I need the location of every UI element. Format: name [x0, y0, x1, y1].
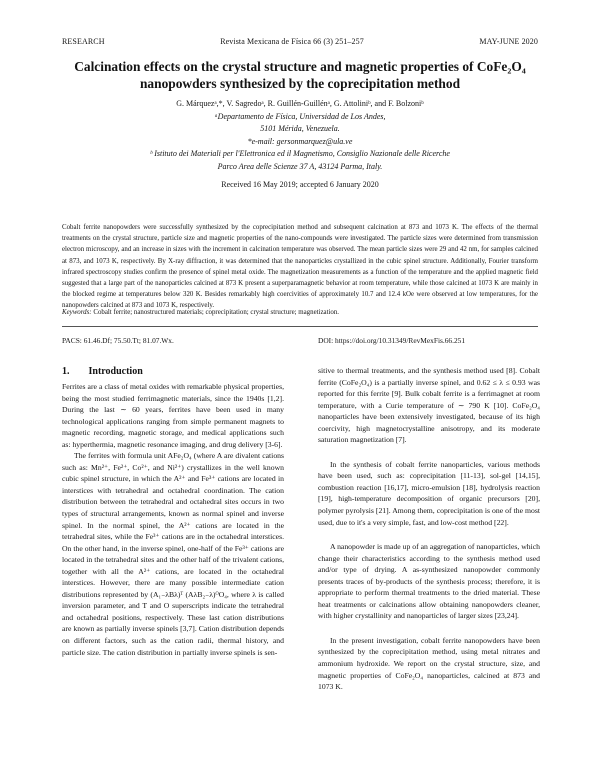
doi-link[interactable]: DOI: https://doi.org/10.31349/RevMexFis.66.251 — [318, 336, 466, 345]
intro-paragraph-3: sitive to thermal treatments, and the synthesis method used [8]. Cobalt ferrite (CoFe₂O₄) is a partially inverse spinel, and 0.62 ≤ λ ≤ 0.93 was reported for this ferrite [9]. Bulk cobalt ferrite is a ferrimagnet at room temperature, with a Curie temperature of ∼ 790 K [10]. CoFe₂O₄ nanoparticles have been extensively investigated, because of its high coercivity, high magnetocrystalline anisotropy, and its moderate saturation magnetization [7]. — [318, 366, 540, 445]
header-section-label: RESEARCH — [62, 37, 105, 46]
intro-paragraph-6: In the present investigation, cobalt ferrite nanopowders have been synthesized by the coprecipitation method, using metal nitrates and ammonium hydroxide. We report on the crystal structure, size, and magnetic properties of CoFe₂O₄ nanoparticles, calcined at 873 and 1073 K. — [318, 635, 540, 692]
author-names: G. Márquezᵃ,*, V. Sagredoᵃ, R. Guillén-Guillénᵃ, G. Attoliniᵇ, and F. Bolzoniᵇ — [176, 99, 424, 108]
keywords — [62, 309, 538, 316]
affiliation-b-line-1: ᵇ Istituto dei Materiali per l'Elettronica ed il Magnetismo, Consiglio Nazionale delle Ricerche — [150, 149, 450, 158]
affiliation-a-line-1: ᵃDepartamento de Física, Universidad de Los Andes, — [214, 111, 386, 121]
header-issue-date: MAY-JUNE 2020 — [479, 37, 538, 46]
intro-paragraph-4: In the synthesis of cobalt ferrite nanoparticles, various methods have been used, such as: coprecipitation [11-13], sol-gel [14,15], combustion reaction [16,17], micro-emulsion [18], hydrolysis reaction [19], high-temperature decomposition of organic precursors [20], polymer pyrolysis [21]. Among them, coprecipitation is one of the most used, due to it's a very simple, fast, and low-cost method [22]. — [318, 459, 540, 527]
abstract-text: Cobalt ferrite nanopowders were successfully synthesized by the coprecipitation method and subsequent calcination at 873 and 1073 K. The effects of the thermal treatments on the crystal structure, particle size and magnetic properties of the nano-compounds were investigated. The particle sizes were determined from transmission electron microscopy, and an increase in sizes with the increment in calcination temperature was observed. The mean particle sizes were 29 and 42 nm, for samples calcined at 873, and 1073 K, respectively. By X-ray diffraction, it was determined that the nanoparticles crystallized in the cubic spinel structure. Additionally, Fourier transform infrared spectroscopy studies confirm the presence of spinel metal oxide. The magnetization measurements as a function of the temperature and the applied magnetic field suggested that a large part of the nanoparticles calcined at 873 K present a superparamagnetic behavior at room temperature, while those calcined at 1073 K are mainly in the blocked regime at temperatures below 320 K. Besides remarkably high coercivities of approximately 10.7 and 12.4 kOe were observed at low temperatures, for the nanopowders calcined at 873 and 1073 K, respectively. — [62, 224, 538, 310]
section-heading — [62, 366, 143, 377]
affiliation-b-line-2: Parco Area delle Scienze 37 A, 43124 Parma, Italy. — [217, 161, 383, 171]
section-number: 1. — [62, 366, 70, 377]
received-accepted-dates: Received 16 May 2019; accepted 6 January 2020 — [221, 180, 379, 189]
section-title: Introduction — [88, 366, 143, 377]
affiliation-a-line-2: 5101 Mérida, Venezuela. — [260, 124, 340, 133]
keywords-label: Keywords: — [62, 309, 92, 316]
paper-title — [40, 58, 560, 92]
keywords-text: Cobalt ferrite; nanostructured materials; coprecipitation; crystal structure; magnetization. — [93, 309, 340, 316]
corresponding-email: *e-mail: gersonmarquez@ula.ve — [247, 136, 353, 146]
right-column — [318, 365, 540, 693]
pacs-codes: PACS: 61.46.Df; 75.50.Tt; 81.07.Wx. — [62, 336, 174, 345]
header-journal-citation: Revista Mexicana de Física 66 (3) 251–257 — [220, 37, 364, 46]
author-block — [40, 98, 560, 192]
section-divider — [62, 326, 538, 327]
left-column — [62, 381, 284, 658]
abstract — [62, 222, 538, 312]
title-line-2: nanopowders synthesized by the coprecipitation method — [139, 76, 461, 91]
title-line-1: Calcination effects on the crystal structure and magnetic properties of CoFe₂O₄ — [74, 59, 526, 74]
running-header — [62, 37, 538, 46]
intro-paragraph-1: Ferrites are a class of metal oxides with remarkable physical properties, being the most studied ferrimagnetic materials, since the 1940s [1,2]. During the last ∼ 60 years, ferrites have been used in many technological applications ranging from simple permanent magnets to magnetic recording, magnetic storage, and medical applications such as: hyperthermia, magnetic resonance imaging, and drug delivery [3-6]. — [62, 382, 284, 449]
intro-paragraph-5: A nanopowder is made up of an aggregation of nanoparticles, which change their characteristics according to the synthesis method used and/or type of drying. A as-synthesized nanopowder commonly presents traces of by-products of the synthesis process; therefore, it is appropriate to perform thermal treatments to the dried material. These heat treatments or calcinations allow obtaining nanopowders cleaner, with higher crystallinity and nanoparticles of larger sizes [23,24]. — [318, 542, 540, 621]
intro-paragraph-2: The ferrites with formula unit AFe₂O₄ (where A are divalent cations such as: Mn²⁺, Fe²⁺, Co²⁺, and Ni²⁺) crystallizes in the well known cubic spinel structure, in which the A²⁺ and Fe³⁺ cations are located in interstices with tetrahedral and octahedral coordination. The cation distribution between the tetrahedral and octahedral sites occurs in two types of structural arrangements, known as normal spinel and inverse spinel. In the normal spinel, the A²⁺ cations are located in the tetrahedral sites, while the Fe³⁺ cations are in the octahedral interstices. On the other hand, in the inverse spinel, one-half of the Fe³⁺ cations are located in the tetrahedral sites and the other half of the trivalent cations, together with all the A²⁺ cations, are located in the octahedral interstices. However, there are many possible intermediate cation distributions represented by (A₁₋λBλ)ᵀ (AλB₂₋λ)ᴼO₄, where λ is called inversion parameter, and T and O superscripts indicate the tetrahedral and octahedral positions, respectively. These last cation distributions are known as partially inverse spinels [3,7]. Cation distribution depends on different factors, such as the cation radii, thermal history, and particle size. The cation distribution in partially inverse spinels is sen- — [62, 451, 284, 657]
